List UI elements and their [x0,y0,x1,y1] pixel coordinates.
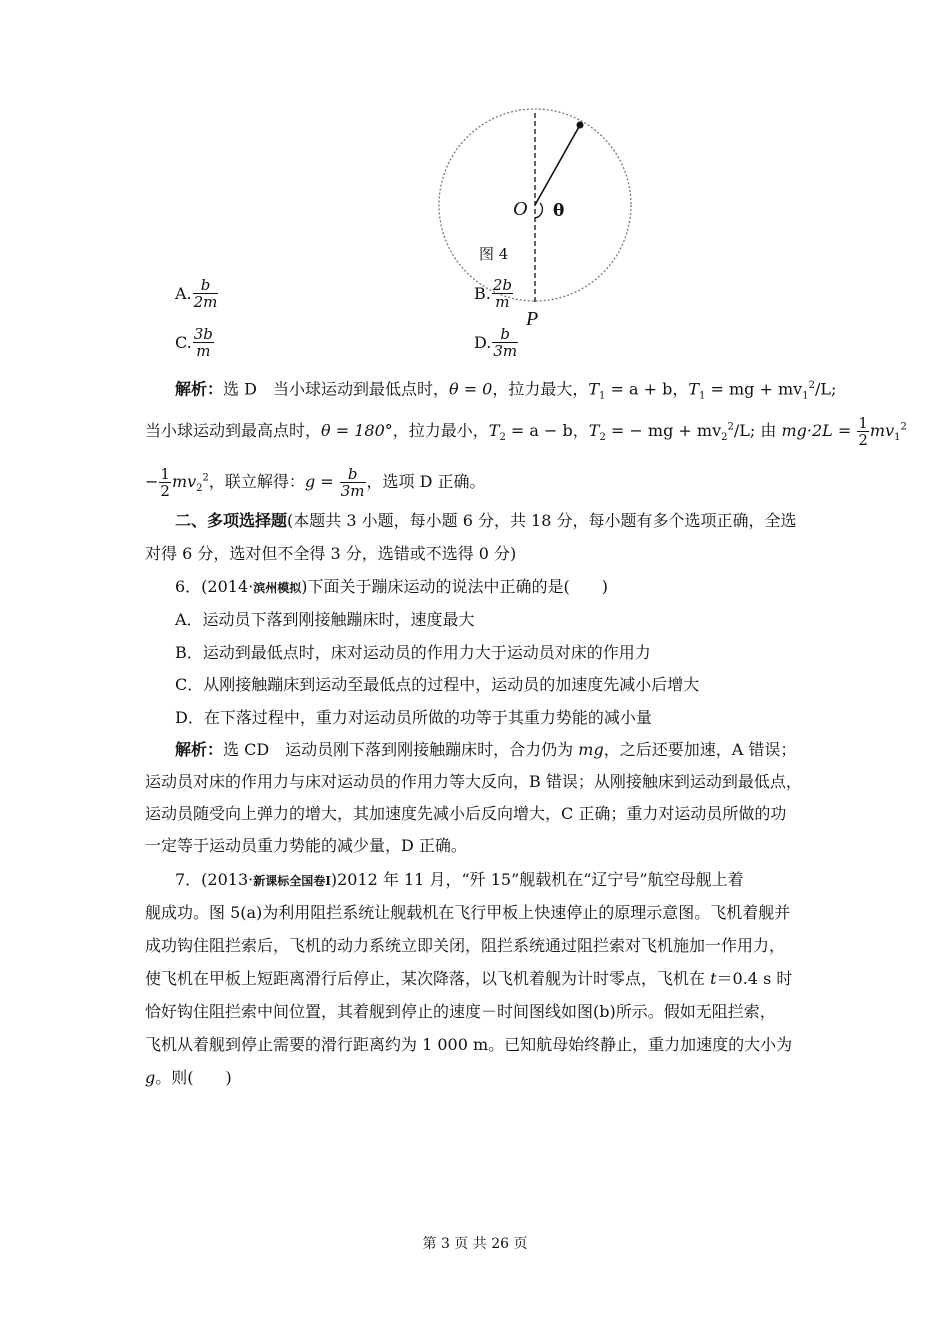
analysis-q6-line-4: 一定等于运动员重力势能的减少量，D 正确。 [145,836,467,855]
q7-line-1: 7．(2013·新课标全国卷Ⅰ)2012 年 11 月，“歼 15”舰载机在“辽宁号”航空母舰上着 [175,870,744,889]
page-footer: 第 3 页 共 26 页 [422,1236,528,1252]
analysis-q6-line-1: 解析：选 CD 运动员刚下落到刚接触蹦床时，合力仍为 mg，之后还要加速，A 错误； [175,740,797,759]
q6-option-b: B．运动到最低点时，床对运动员的作用力大于运动员对床的作用力 [175,643,651,662]
section2-line-1: 二、多项选择题(本题共 3 小题，每小题 6 分，共 18 分，每小题有多个选项正确，全选 [175,511,797,530]
analysis-q6-line-2: 运动员对床的作用力与床对运动员的作用力等大反向，B 错误；从刚接触床到运动到最低点， [145,772,802,791]
section2-line-2: 对得 6 分，选对但不全得 3 分，选错或不选得 0 分) [145,544,517,563]
bottom-label-P: P [526,308,539,330]
angle-arc [535,203,542,218]
ball [577,122,584,129]
q6-option-d: D．在下落过程中，重力对运动员所做的功等于其重力势能的减小量 [175,708,652,727]
q7-line-2: 舰成功。图 5(a)为利用阻拦系统让舰载机在飞行甲板上快速停止的原理示意图。飞机着舰并 [145,903,791,922]
string-line [535,125,580,205]
option-a: A. $\frac{b}{2m}$ [175,276,218,311]
q7-line-6: 飞机从着舰到停止需要的滑行距离约为 1 000 m。已知航母始终静止，重力加速度的大小为 [145,1035,793,1054]
q7-line-5: 恰好钩住阻拦索中间位置，其着舰到停止的速度－时间图线如图(b)所示。假如无阻拦索， [145,1002,776,1021]
angle-label-theta: θ [553,201,565,221]
q6-option-a: A．运动员下落到刚接触蹦床时，速度最大 [175,610,475,629]
figure-4-diagram [430,105,640,335]
q7-line-4: 使飞机在甲板上短距离滑行后停止，某次降落，以飞机着舰为计时零点，飞机在 t＝0.4 s 时 [145,969,793,988]
analysis-q5-line-1: 解析：选 D 当小球运动到最低点时，θ = 0，拉力最大，$T_1 = a + b$，$T_1$ = mg + $mv_1^2/L$; [175,379,837,402]
q6-option-c: C．从刚接触蹦床到运动至最低点的过程中，运动员的加速度先减小后增大 [175,675,700,694]
analysis-q5-line-3: − $\frac{1}{2}$ $mv_2^2$，联立解得：g = $\frac{b}{3m}$ ，选项 D 正确。 [145,465,486,500]
option-b: B. $\frac{2b}{m}$ [474,276,512,311]
option-c: C. $\frac{3b}{m}$ [175,325,213,360]
analysis-q5-line-2: 当小球运动到最高点时，θ = 180°，拉力最小，$T_2 = a - b$，$T_2$ = − mg + $mv_2^2/L$; 由 mg·2L = $\frac{1}{2}$ $mv_1^2$ [145,414,907,449]
analysis-q6-line-3: 运动员随受向上弹力的增大，其加速度先减小后反向增大，C 正确；重力对运动员所做的功 [145,804,787,823]
figure-caption: 图 4 [479,245,509,263]
q7-line-7: g。则( ) [145,1068,232,1087]
option-d: D. $\frac{b}{3m}$ [474,325,518,360]
center-label-O: O [513,198,528,220]
q7-line-3: 成功钩住阻拦索后，飞机的动力系统立即关闭，阻拦系统通过阻拦索对飞机施加一作用力， [145,936,786,955]
q6-stem: 6．(2014·滨州模拟)下面关于蹦床运动的说法中正确的是( ) [175,577,608,596]
